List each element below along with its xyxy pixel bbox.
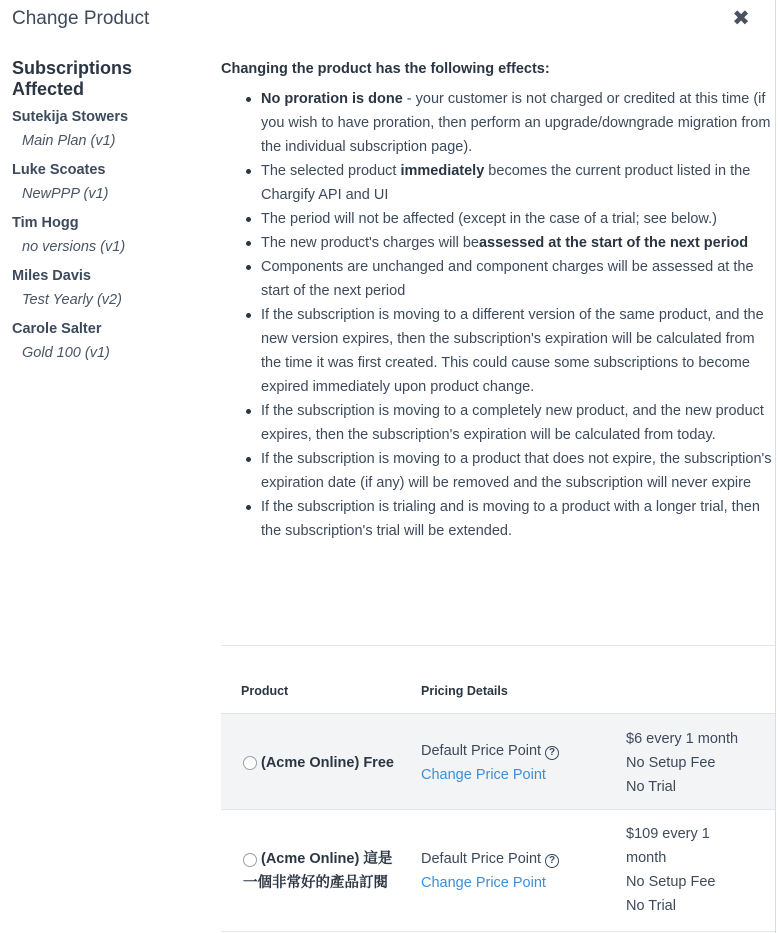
product-name-line1: (Acme Online) Free (261, 755, 394, 771)
price-point-label: Default Price Point (421, 743, 542, 759)
subscription-customer-name: Miles Davis (12, 268, 91, 284)
effect-text: If the subscription is trialing and is moving to a product with a longer trial, then the subscription's trial will be extended. (261, 499, 760, 539)
effect-text: If the subscription is moving to a product that does not expire, the subscription's expiration date (if any) will be removed and the subscription will never expire (261, 451, 772, 491)
subscription-customer-name: Luke Scoates (12, 162, 106, 178)
header-product: Product (241, 684, 289, 698)
pricing-details-cell (626, 727, 766, 799)
close-icon[interactable]: ✖ (732, 7, 750, 30)
pricing-detail-line: month (626, 850, 667, 866)
effect-text: - your customer is not charged or credited at this time (if you wish to have proration, then perform an upgrade/downgrade migration from the individual subscription page). (261, 91, 771, 155)
effect-item (261, 159, 777, 207)
effect-item (261, 303, 777, 399)
table-header (221, 670, 775, 714)
price-point-cell (421, 847, 559, 895)
subscription-plan: NewPPP (v1) (22, 186, 109, 202)
subscription-customer-name: Sutekija Stowers (12, 109, 129, 125)
section-divider (221, 645, 775, 646)
effect-text: If the subscription is moving to a completely new product, and the new product expires, then the subscription's expiration will be calculated from today. (261, 403, 764, 443)
effect-item (261, 207, 777, 231)
subscription-plan: Gold 100 (v1) (22, 345, 110, 361)
effects-list (221, 87, 777, 543)
effect-bold: immediately (400, 163, 485, 179)
subscription-item (12, 161, 202, 204)
effect-item (261, 495, 777, 543)
change-price-point-link[interactable]: Change Price Point (421, 767, 546, 783)
effect-text: The period will not be affected (except in the case of a trial; see below.) (261, 211, 717, 227)
subscriptions-affected-heading: Subscriptions Affected (12, 58, 133, 99)
product-name-line1: (Acme Online) 這是 (261, 851, 393, 867)
effect-bold: assessed at the start of the next period (478, 235, 749, 251)
table-row (221, 714, 775, 810)
effect-item (261, 87, 777, 159)
effect-bold: No proration is done (261, 91, 403, 107)
effect-text: becomes the current product listed in the Chargify API and UI (261, 163, 751, 203)
effect-text: Components are unchanged and component charges will be assessed at the start of the next period (261, 259, 754, 299)
subscription-customer-name: Tim Hogg (12, 215, 79, 231)
effect-text: If the subscription is moving to a different version of the same product, and the new version expires, then the subscription's expiration will be calculated from the time it was first created. This could cause some subscriptions to become expired immediately upon product change. (261, 307, 764, 395)
question-circle-icon[interactable]: ? (545, 746, 559, 760)
effects-heading: Changing the product has the following effects: (221, 61, 550, 77)
modal-title: Change Product (12, 8, 150, 29)
product-name (243, 847, 403, 895)
subscription-plan: Main Plan (v1) (22, 133, 116, 149)
effect-pre: The new product's charges will be (261, 235, 479, 251)
subscription-item (12, 320, 202, 363)
effect-item (261, 255, 777, 303)
subscription-item (12, 214, 202, 257)
pricing-detail-line: $109 every 1 (626, 826, 710, 842)
change-price-point-link[interactable]: Change Price Point (421, 875, 546, 891)
subscription-plan: Test Yearly (v2) (22, 292, 122, 308)
effect-item (261, 231, 777, 255)
product-name-line2: 一個非常好的產品訂閱 (243, 875, 388, 891)
effect-item (261, 447, 777, 495)
product-name (243, 751, 403, 775)
effect-item (261, 399, 777, 447)
pricing-detail-line: No Setup Fee (626, 755, 716, 771)
header-pricing-details: Pricing Details (421, 684, 508, 698)
subscription-customer-name: Carole Salter (12, 321, 102, 337)
effect-pre: The selected product (261, 163, 401, 179)
pricing-detail-line: $6 every 1 month (626, 731, 739, 747)
pricing-details-cell (626, 822, 766, 918)
pricing-detail-line: No Setup Fee (626, 874, 716, 890)
table-row (221, 810, 775, 932)
pricing-detail-line: No Trial (626, 779, 676, 795)
product-table (221, 670, 775, 932)
subscription-item (12, 267, 202, 310)
pricing-detail-line: No Trial (626, 898, 676, 914)
question-circle-icon[interactable]: ? (545, 854, 559, 868)
price-point-cell (421, 739, 559, 787)
subscriptions-affected-panel (12, 58, 202, 373)
price-point-label: Default Price Point (421, 851, 542, 867)
subscription-item (12, 108, 202, 151)
effects-panel (221, 58, 777, 543)
subscription-plan: no versions (v1) (22, 239, 126, 255)
